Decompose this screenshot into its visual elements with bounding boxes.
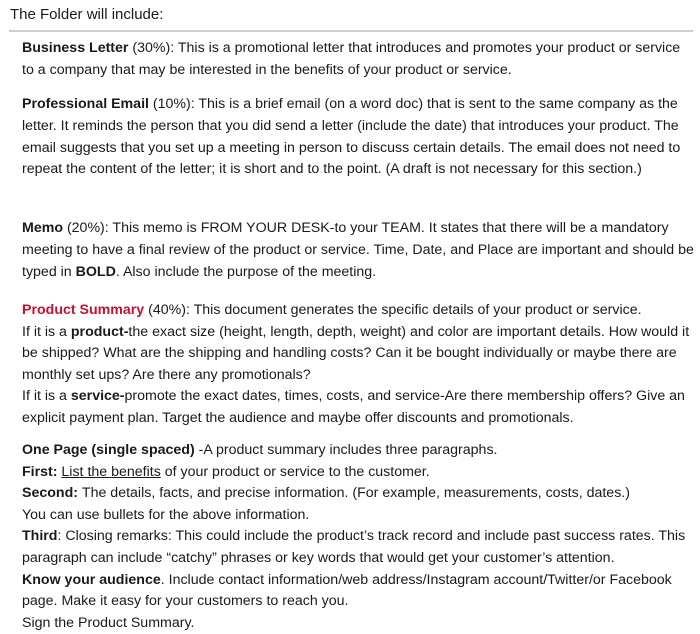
know-text: . Include contact information/web address/Instagram account/Twitter/or Facebook page. Make it easy for your customers to reach you. [22,571,672,610]
business-letter-section [22,38,694,82]
memo-title: Memo [22,220,63,236]
professional-email-weight: (10%): [148,96,199,112]
business-letter-text: This is a promotional letter that introduces and promotes your product or service to a company that may be interested in the benefits of your product or service. [22,40,681,78]
professional-email-title: Professional Email [22,96,149,112]
memo-text: This memo is FROM YOUR DESK-to your TEAM. It states that there will be a mandatory meeting to have a final review of the product or service. Time, Date, and Place are important and should be typed in [22,220,694,280]
product-prefix: If it is a [22,323,71,340]
second-label: Second: [22,485,82,502]
memo-text-end: . Also include the purpose of the meeting. [115,263,377,280]
product-summary-section [22,300,694,430]
first-text: of your product or service to the customer. [160,463,430,480]
service-word: service- [70,388,125,405]
third-label: Third [22,528,58,545]
bullets-text: You can use bullets for the above information. [22,506,310,523]
product-summary-text: This document generates the specific details of your product or service. [193,302,642,318]
service-prefix: If it is a [22,388,71,405]
professional-email-section [22,94,694,181]
product-summary-weight: (40%): [144,302,194,318]
business-letter-title: Business Letter [22,40,129,56]
know-label: Know your audience [22,571,161,588]
list-benefits-link: List the benefits [61,463,161,480]
sign-text: Sign the Product Summary. [22,614,195,631]
professional-email-text: This is a brief email (on a word doc) that is sent to the same company as the letter. It reminds the person that you did send a letter (include the date) that introduces your product. The email suggests that you set up a meeting in person to discuss certain details. The email does not need to repeat the content of the letter; it is short and to the point. (A draft is not necessary for this section.) [22,96,681,178]
divider [9,30,693,32]
memo-bold-word: BOLD [75,263,116,280]
third-text: : Closing remarks: This could include the product’s track record and include past success rates. This paragraph can include “catchy” phrases or key words that would get your customer’s attention. [22,528,686,566]
product-summary-title: Product Summary [22,302,145,318]
intro-heading: The Folder will include: [10,6,164,23]
business-letter-weight: (30%): [128,40,178,56]
one-page-title: One Page (single spaced) [22,442,195,458]
product-word: product- [70,323,129,340]
second-text: The details, facts, and precise information. (For example, measurements, costs, dates.) [81,485,630,502]
one-page-section [22,440,694,634]
product-text: the exact size (height, length, depth, weight) and color are important details. How would it be shipped? What are the shipping and handling costs? Can it be bought individually or maybe there are monthly set ups? Are there any promotionals? [22,323,690,383]
one-page-title-text: -A product summary includes three paragraphs. [194,442,498,458]
memo-section [22,218,694,283]
service-text: promote the exact dates, times, costs, and service-Are there membership offers? Give an explicit payment plan. Target the audience and maybe offer discounts and promotionals. [22,388,685,426]
memo-weight: (20%): [63,220,113,236]
first-label: First: [22,463,62,480]
